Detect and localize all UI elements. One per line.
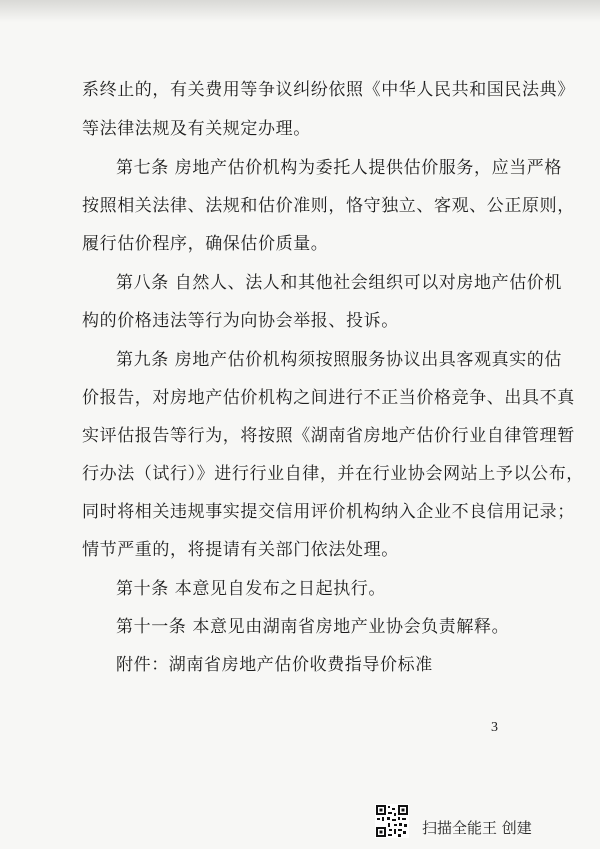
text-line: 情节严重的，将提请有关部门依法处理。 <box>82 540 399 560</box>
article-7-line: 第七条 房地产估价机构为委托人提供估价服务，应当严格 <box>116 158 563 178</box>
article-9-line: 第九条 房地产估价机构须按照服务协议出具客观真实的估 <box>116 350 563 370</box>
article-10-line: 第十条 本意见自发布之日起执行。 <box>116 579 387 599</box>
page-number: 3 <box>491 720 498 735</box>
text-line: 行办法（试行）》进行行业自律，并在行业协会网站上予以公布， <box>82 464 584 484</box>
scanner-watermark: 扫描全能王 创建 <box>422 819 532 837</box>
qr-code-icon <box>375 804 409 838</box>
text-line: 构的价格违法等行为向协会举报、投诉。 <box>82 311 399 331</box>
text-line: 系终止的，有关费用等争议纠纷依照《中华人民共和国民法典》 <box>82 80 575 100</box>
text-line: 同时将相关违规事实提交信用评价机构纳入企业不良信用记录； <box>82 502 575 522</box>
attachment-line: 附件：湖南省房地产估价收费指导价标准 <box>116 655 433 675</box>
article-11-line: 第十一条 本意见由湖南省房地产业协会负责解释。 <box>116 617 510 637</box>
article-8-line: 第八条 自然人、法人和其他社会组织可以对房地产估价机 <box>116 273 563 293</box>
text-line: 履行估价程序，确保估价质量。 <box>82 234 329 254</box>
text-line: 价报告，对房地产估价机构之间进行不正当价格竞争、出具不真 <box>82 388 575 408</box>
text-line: 等法律法规及有关规定办理。 <box>82 119 311 139</box>
text-line: 实评估报告等行为，将按照《湖南省房地产估价行业自律管理暂 <box>82 426 575 446</box>
scan-shadow <box>0 0 600 22</box>
text-line: 按照相关法律、法规和估价准则，恪守独立、客观、公正原则， <box>82 196 575 216</box>
